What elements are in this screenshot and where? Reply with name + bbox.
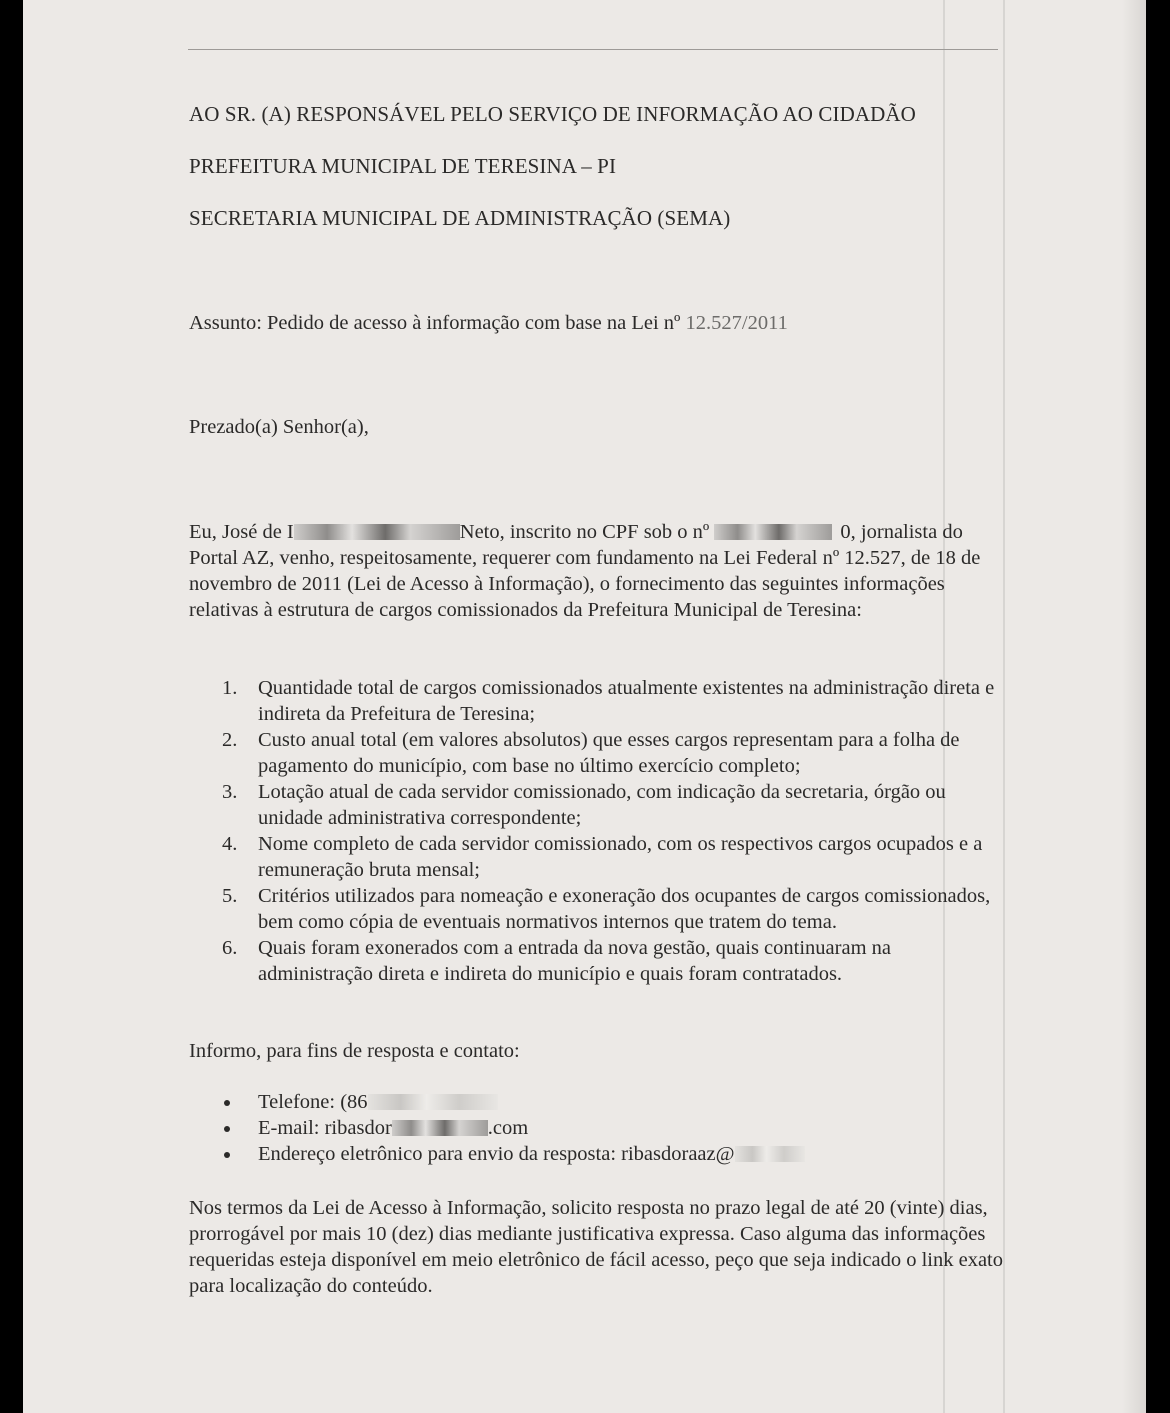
list-item: 4. Nome completo de cada servidor comissionado, com os respectivos cargos ocupados e a remuneração bruta mensal;: [222, 833, 983, 881]
salutation: Prezado(a) Senhor(a),: [189, 416, 369, 438]
redacted-name: [294, 524, 460, 540]
subject-line: [189, 310, 1009, 336]
list-item: 3. Lotação atual de cada servidor comissionado, com indicação da secretaria, órgão ou unidade administrativa correspondente;: [222, 781, 946, 829]
subject-text: Assunto: Pedido de acesso à informação com base na Lei nº: [189, 312, 686, 334]
contact-list: [189, 1089, 1009, 1167]
top-rule: [188, 49, 998, 50]
intro-part3: 0, jornalista do Portal AZ, venho, respeitosamente, requerer com fundamento na Lei Federal nº 12.527, de 18 de novembro de 2011 (Lei de Acesso à Informação), o fornecimento das seguintes informações relativas à estrutura de cargos comissionados da Prefeitura Municipal de Teresina:: [189, 521, 981, 621]
list-item: 6. Quais foram exonerados com a entrada da nova gestão, quais continuaram na administração direta e indireta do município e quais foram contratados.: [222, 937, 891, 985]
header-secretaria: SECRETARIA MUNICIPAL DE ADMINISTRAÇÃO (SEMA): [189, 206, 731, 230]
list-item: 5. Critérios utilizados para nomeação e exoneração dos ocupantes de cargos comissionados, bem como cópia de eventuais normativos internos que tratem do tema.: [222, 885, 991, 933]
list-item: 2. Custo anual total (em valores absolutos) que esses cargos representam para a folha de pagamento do município, com base no último exercício completo;: [222, 729, 960, 777]
redacted-phone: [368, 1094, 498, 1110]
contact-phone: Telefone: (86: [189, 1089, 1009, 1115]
header-prefeitura: PREFEITURA MUNICIPAL DE TERESINA – PI: [189, 154, 617, 178]
contact-email: E-mail: ribasdor .com: [189, 1115, 1009, 1141]
redacted-email: [392, 1120, 488, 1136]
subject-law: 12.527/2011: [685, 312, 788, 334]
list-item: 1. Quantidade total de cargos comissionados atualmente existentes na administração direta e indireta da Prefeitura de Teresina;: [222, 677, 995, 725]
header-recipient: AO SR. (A) RESPONSÁVEL PELO SERVIÇO DE INFORMAÇÃO AO CIDADÃO: [189, 102, 916, 126]
intro-part1: Eu, José de I: [189, 521, 294, 543]
contact-address: Endereço eletrônico para envio da resposta: ribasdoraaz@: [189, 1141, 1009, 1167]
contact-intro: Informo, para fins de resposta e contato:: [189, 1040, 520, 1062]
redacted-address: [735, 1146, 805, 1162]
bullet-icon: [224, 1100, 230, 1106]
bullet-icon: [224, 1126, 230, 1132]
intro-part2: Neto, inscrito no CPF sob o nº: [459, 521, 715, 543]
redacted-cpf: [714, 524, 832, 540]
bullet-icon: [224, 1152, 230, 1158]
intro-paragraph: [189, 519, 1009, 623]
request-list: [189, 675, 1009, 987]
page-edge-shadow: [1122, 0, 1146, 1413]
closing-paragraph: Nos termos da Lei de Acesso à Informação, solicito resposta no prazo legal de até 20 (vinte) dias, prorrogável por mais 10 (dez) dias mediante justificativa expressa. Caso alguma das informações requeridas esteja disponível em meio eletrônico de fácil acesso, peço que seja indicado o link exato para localização do conteúdo.: [189, 1197, 1004, 1297]
scanned-page: [23, 0, 1146, 1413]
